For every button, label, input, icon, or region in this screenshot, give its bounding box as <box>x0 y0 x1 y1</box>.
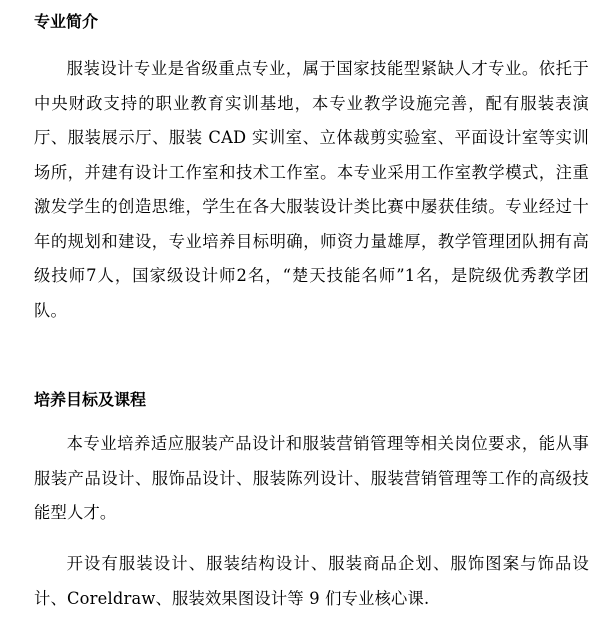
section-heading-goals: 培养目标及课程 <box>34 390 147 409</box>
section-heading-intro: 专业简介 <box>34 12 99 31</box>
courses-paragraph: 开设有服装设计、服装结构设计、服装商品企划、服饰图案与饰品设计、Coreldraw、服装效果图设计等 9 们专业核心课. <box>34 554 589 608</box>
goals-paragraph: 本专业培养适应服装产品设计和服装营销管理等相关岗位要求，能从事服装产品设计、服饰品设计、服装陈列设计、服装营销管理等工作的高级技能型人才。 <box>34 434 589 522</box>
intro-paragraph: 服装设计专业是省级重点专业，属于国家技能型紧缺人才专业。依托于中央财政支持的职业教育实训基地，本专业教学设施完善，配有服装表演厅、服装展示厅、服装 CAD 实训室、立体裁剪实验室、平面设计室等实训场所，并建有设计工作室和技术工作室。本专业采用工作室教学模式，注重激发学生的创造思维，学生在各大服装设计类比赛中屡获佳绩。专业经过十年的规划和建设，专业培养目标明确，师资力量雄厚，教学管理团队拥有高级技师7人，国家级设计师2名，“楚天技能名师”1名，是院级优秀教学团队。 <box>34 59 589 320</box>
